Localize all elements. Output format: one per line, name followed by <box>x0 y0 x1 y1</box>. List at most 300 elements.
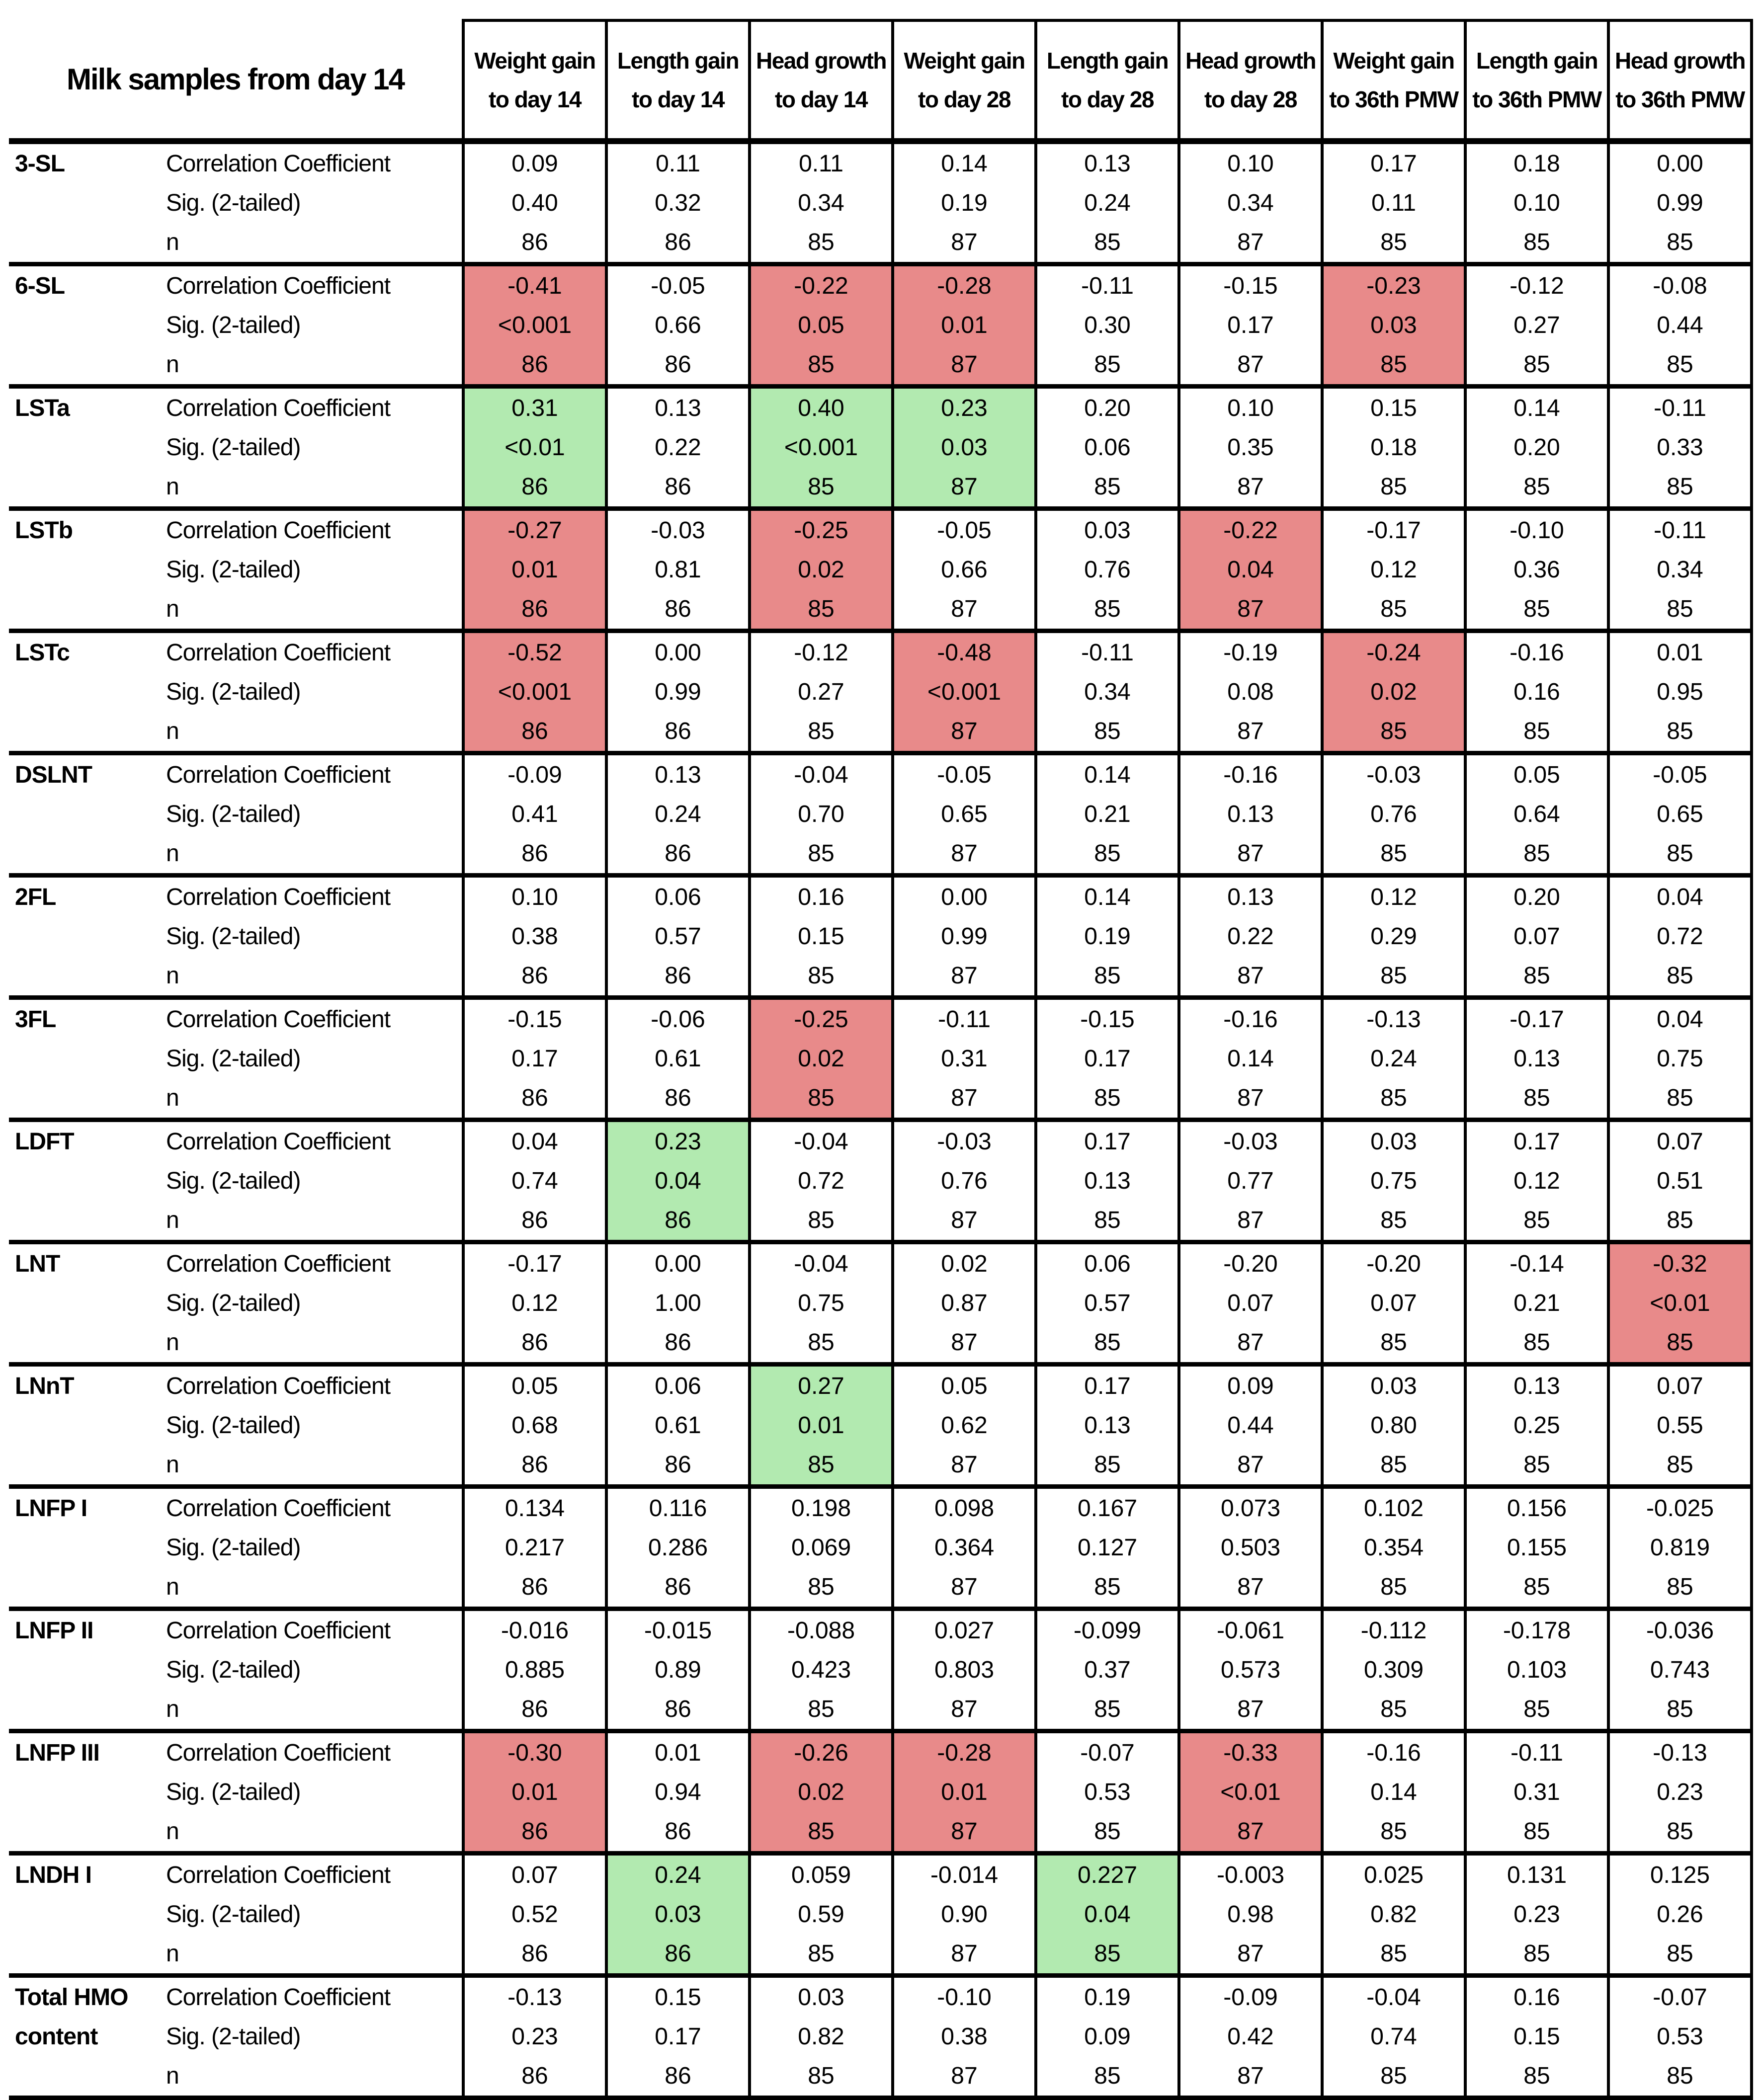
value-cell: 85 <box>750 1323 893 1365</box>
value-cell: 87 <box>1179 834 1322 876</box>
value-cell: 0.53 <box>1608 2017 1752 2056</box>
value-cell: 0.20 <box>1036 387 1179 428</box>
value-cell: 0.227 <box>1036 1854 1179 1895</box>
value-cell: 86 <box>606 1078 750 1120</box>
value-cell: 0.13 <box>1179 876 1322 917</box>
value-cell: 85 <box>750 1690 893 1731</box>
value-cell: 0.21 <box>1036 795 1179 834</box>
stat-label: Correlation Coefficient <box>166 640 391 666</box>
table-body <box>9 141 1752 2098</box>
stat-label: Sig. (2-tailed) <box>166 679 301 705</box>
value-cell: -0.32 <box>1608 1242 1752 1284</box>
value-cell: 87 <box>1179 956 1322 998</box>
value-cell: -0.04 <box>1322 1976 1465 2018</box>
table-title: Milk samples from day 14 <box>9 20 463 141</box>
value-cell: 0.00 <box>606 631 750 673</box>
value-cell: 85 <box>1036 1078 1179 1120</box>
value-cell: 0.14 <box>1179 1039 1322 1078</box>
value-cell: 85 <box>750 345 893 387</box>
value-cell: 0.13 <box>1036 1161 1179 1201</box>
value-cell: 0.35 <box>1179 428 1322 467</box>
value-cell: 0.127 <box>1036 1528 1179 1567</box>
value-cell: 86 <box>463 1078 606 1120</box>
value-cell: 0.59 <box>750 1895 893 1934</box>
value-cell: 86 <box>463 1567 606 1609</box>
value-cell: -0.11 <box>1608 387 1752 428</box>
value-cell: 0.09 <box>463 141 606 183</box>
value-cell: 85 <box>1465 1323 1608 1365</box>
value-cell: 0.22 <box>1179 917 1322 956</box>
value-cell: 0.04 <box>463 1120 606 1162</box>
value-cell: 87 <box>1179 345 1322 387</box>
value-cell: 85 <box>1465 956 1608 998</box>
value-cell: 0.10 <box>1179 141 1322 183</box>
value-cell: 0.03 <box>1322 1365 1465 1406</box>
value-cell: 0.13 <box>1036 141 1179 183</box>
value-cell: 85 <box>750 1201 893 1242</box>
value-cell: 85 <box>1036 1567 1179 1609</box>
value-cell: 0.34 <box>1608 550 1752 589</box>
value-cell: -0.04 <box>750 1242 893 1284</box>
value-cell: 0.65 <box>893 795 1036 834</box>
value-cell: 0.68 <box>463 1406 606 1445</box>
value-cell: 0.134 <box>463 1487 606 1529</box>
value-cell: 85 <box>1608 712 1752 753</box>
hmo-label: 6-SL <box>9 264 158 387</box>
value-cell: 85 <box>1465 345 1608 387</box>
value-cell: 0.36 <box>1465 550 1608 589</box>
table-row <box>9 387 1752 428</box>
stat-label: Sig. (2-tailed) <box>166 1657 301 1683</box>
value-cell: 0.07 <box>1179 1284 1322 1323</box>
value-cell: 0.13 <box>1179 795 1322 834</box>
value-cell: 0.573 <box>1179 1650 1322 1690</box>
value-cell: 0.22 <box>606 428 750 467</box>
value-cell: 0.025 <box>1322 1854 1465 1895</box>
stat-label: n <box>158 1078 463 1120</box>
value-cell: -0.11 <box>1465 1731 1608 1773</box>
table-row <box>9 795 1752 834</box>
value-cell: 85 <box>1036 1812 1179 1854</box>
value-cell: 87 <box>1179 1323 1322 1365</box>
value-cell: 87 <box>1179 589 1322 631</box>
table-row <box>9 1242 1752 1284</box>
value-cell: 85 <box>1322 1812 1465 1854</box>
value-cell: -0.04 <box>750 753 893 795</box>
column-header: Head growth to day 14 <box>750 20 893 141</box>
value-cell: 1.00 <box>606 1284 750 1323</box>
value-cell: 0.23 <box>1608 1773 1752 1812</box>
value-cell: 0.66 <box>893 550 1036 589</box>
value-cell: 0.27 <box>750 1365 893 1406</box>
value-cell: 86 <box>463 712 606 753</box>
value-cell: 0.11 <box>750 141 893 183</box>
table-row <box>9 141 1752 183</box>
stat-label: Sig. (2-tailed) <box>166 434 301 461</box>
table-row <box>9 1323 1752 1365</box>
value-cell: 0.34 <box>1179 183 1322 223</box>
value-cell: 0.01 <box>463 550 606 589</box>
value-cell: 87 <box>1179 2056 1322 2098</box>
stat-label: Sig. (2-tailed) <box>166 557 301 583</box>
value-cell: 0.82 <box>1322 1895 1465 1934</box>
value-cell: -0.10 <box>1465 509 1608 551</box>
value-cell: 87 <box>1179 467 1322 509</box>
hmo-label: LNT <box>9 1242 158 1365</box>
header-row <box>9 20 1752 141</box>
value-cell: 0.87 <box>893 1284 1036 1323</box>
value-cell: -0.05 <box>1608 753 1752 795</box>
value-cell: -0.03 <box>1322 753 1465 795</box>
value-cell: 0.819 <box>1608 1528 1752 1567</box>
value-cell: 0.00 <box>1608 141 1752 183</box>
value-cell: 0.72 <box>1608 917 1752 956</box>
value-cell: 87 <box>893 467 1036 509</box>
value-cell: 87 <box>893 345 1036 387</box>
value-cell: 0.07 <box>1322 1284 1465 1323</box>
value-cell: 0.885 <box>463 1650 606 1690</box>
value-cell: 85 <box>1036 834 1179 876</box>
value-cell: 85 <box>750 1078 893 1120</box>
value-cell: -0.09 <box>1179 1976 1322 2018</box>
stat-label: Correlation Coefficient <box>166 1862 391 1888</box>
value-cell: 87 <box>893 1934 1036 1976</box>
value-cell: 0.81 <box>606 550 750 589</box>
stat-label: Correlation Coefficient <box>166 151 391 177</box>
value-cell: 0.74 <box>1322 2017 1465 2056</box>
value-cell: 0.059 <box>750 1854 893 1895</box>
value-cell: 0.07 <box>463 1854 606 1895</box>
table-row <box>9 550 1752 589</box>
stat-label: Sig. (2-tailed) <box>166 923 301 950</box>
value-cell: 85 <box>750 1812 893 1854</box>
hmo-label: LSTa <box>9 387 158 509</box>
value-cell: 0.14 <box>1322 1773 1465 1812</box>
table-row <box>9 1161 1752 1201</box>
value-cell: 0.503 <box>1179 1528 1322 1567</box>
hmo-label: LSTc <box>9 631 158 753</box>
value-cell: 85 <box>1322 223 1465 264</box>
stat-label: Sig. (2-tailed) <box>166 1168 301 1194</box>
stat-label: Sig. (2-tailed) <box>166 190 301 216</box>
table-row <box>9 1690 1752 1731</box>
stat-label: Sig. (2-tailed) <box>166 1779 301 1805</box>
value-cell: 0.32 <box>606 183 750 223</box>
value-cell: 86 <box>606 1934 750 1976</box>
value-cell: 85 <box>1322 712 1465 753</box>
value-cell: -0.014 <box>893 1854 1036 1895</box>
value-cell: 0.76 <box>1036 550 1179 589</box>
column-header: Weight gain to 36th PMW <box>1322 20 1465 141</box>
value-cell: 0.198 <box>750 1487 893 1529</box>
value-cell: 0.02 <box>750 550 893 589</box>
table-row <box>9 1976 1752 2018</box>
value-cell: 85 <box>1322 1567 1465 1609</box>
value-cell: 87 <box>1179 1690 1322 1731</box>
value-cell: 85 <box>1465 1567 1608 1609</box>
value-cell: 0.10 <box>1179 387 1322 428</box>
value-cell: -0.12 <box>1465 264 1608 306</box>
value-cell: 0.20 <box>1465 876 1608 917</box>
value-cell: 0.309 <box>1322 1650 1465 1690</box>
value-cell: 0.31 <box>463 387 606 428</box>
value-cell: 0.09 <box>1179 1365 1322 1406</box>
value-cell: 87 <box>1179 223 1322 264</box>
value-cell: -0.112 <box>1322 1609 1465 1651</box>
value-cell: 0.30 <box>1036 306 1179 345</box>
value-cell: -0.22 <box>750 264 893 306</box>
value-cell: -0.14 <box>1465 1242 1608 1284</box>
value-cell: -0.088 <box>750 1609 893 1651</box>
value-cell: 85 <box>1608 834 1752 876</box>
stat-label: n <box>158 956 463 998</box>
value-cell: 85 <box>1608 1567 1752 1609</box>
value-cell: -0.24 <box>1322 631 1465 673</box>
value-cell: -0.07 <box>1036 1731 1179 1773</box>
value-cell: 85 <box>1036 2056 1179 2098</box>
value-cell: -0.05 <box>606 264 750 306</box>
value-cell: 0.13 <box>606 753 750 795</box>
table-row <box>9 876 1752 917</box>
table-row <box>9 306 1752 345</box>
table-row <box>9 834 1752 876</box>
value-cell: 85 <box>1322 1078 1465 1120</box>
value-cell: 0.16 <box>1465 672 1608 712</box>
value-cell: 0.116 <box>606 1487 750 1529</box>
value-cell: 0.76 <box>1322 795 1465 834</box>
value-cell: 0.03 <box>1322 1120 1465 1162</box>
table-row <box>9 631 1752 673</box>
value-cell: 0.07 <box>1465 917 1608 956</box>
value-cell: 0.94 <box>606 1773 750 1812</box>
value-cell: 0.24 <box>1036 183 1179 223</box>
value-cell: 86 <box>463 2056 606 2098</box>
value-cell: <0.001 <box>463 672 606 712</box>
value-cell: 85 <box>1036 1690 1179 1731</box>
hmo-label: 2FL <box>9 876 158 998</box>
value-cell: 0.61 <box>606 1406 750 1445</box>
value-cell: 0.423 <box>750 1650 893 1690</box>
value-cell: -0.099 <box>1036 1609 1179 1651</box>
value-cell: 85 <box>1465 834 1608 876</box>
stat-label: n <box>158 467 463 509</box>
value-cell: <0.001 <box>463 306 606 345</box>
value-cell: <0.01 <box>463 428 606 467</box>
value-cell: 85 <box>1465 589 1608 631</box>
value-cell: 0.40 <box>750 387 893 428</box>
value-cell: 85 <box>1465 1690 1608 1731</box>
value-cell: <0.001 <box>893 672 1036 712</box>
value-cell: 85 <box>1608 1690 1752 1731</box>
value-cell: 85 <box>1465 467 1608 509</box>
value-cell: 85 <box>750 2056 893 2098</box>
value-cell: 0.66 <box>606 306 750 345</box>
table-row <box>9 589 1752 631</box>
value-cell: 0.75 <box>1608 1039 1752 1078</box>
value-cell: 85 <box>1036 345 1179 387</box>
value-cell: 86 <box>606 1323 750 1365</box>
value-cell: -0.13 <box>1608 1731 1752 1773</box>
table-row <box>9 917 1752 956</box>
value-cell: 85 <box>1465 1934 1608 1976</box>
value-cell: -0.48 <box>893 631 1036 673</box>
stat-label: Correlation Coefficient <box>166 1129 391 1155</box>
value-cell: 87 <box>893 834 1036 876</box>
value-cell: 0.15 <box>1322 387 1465 428</box>
stat-label: Sig. (2-tailed) <box>166 1412 301 1439</box>
value-cell: 0.27 <box>1465 306 1608 345</box>
value-cell: 0.17 <box>606 2017 750 2056</box>
value-cell: 86 <box>606 223 750 264</box>
value-cell: <0.001 <box>750 428 893 467</box>
value-cell: 0.17 <box>1322 141 1465 183</box>
value-cell: 86 <box>463 345 606 387</box>
value-cell: 0.34 <box>750 183 893 223</box>
value-cell: 87 <box>893 223 1036 264</box>
value-cell: -0.04 <box>750 1120 893 1162</box>
value-cell: 85 <box>1036 589 1179 631</box>
value-cell: 0.102 <box>1322 1487 1465 1529</box>
value-cell: 0.40 <box>463 183 606 223</box>
value-cell: 0.17 <box>1036 1039 1179 1078</box>
value-cell: 0.19 <box>1036 917 1179 956</box>
value-cell: 86 <box>606 2056 750 2098</box>
value-cell: 87 <box>893 1812 1036 1854</box>
stat-label: Correlation Coefficient <box>166 1495 391 1522</box>
value-cell: 0.34 <box>1036 672 1179 712</box>
value-cell: 85 <box>750 1934 893 1976</box>
value-cell: 0.14 <box>1036 876 1179 917</box>
value-cell: 0.131 <box>1465 1854 1608 1895</box>
value-cell: 87 <box>893 1445 1036 1487</box>
value-cell: 87 <box>893 1567 1036 1609</box>
value-cell: 0.14 <box>893 141 1036 183</box>
value-cell: -0.015 <box>606 1609 750 1651</box>
value-cell: 0.76 <box>893 1161 1036 1201</box>
hmo-label: Total HMO content <box>9 1976 158 2098</box>
value-cell: -0.15 <box>463 998 606 1040</box>
value-cell: 86 <box>463 589 606 631</box>
value-cell: 0.00 <box>893 876 1036 917</box>
table-row <box>9 712 1752 753</box>
value-cell: 87 <box>1179 1078 1322 1120</box>
value-cell: 0.10 <box>463 876 606 917</box>
stat-label: Correlation Coefficient <box>166 517 391 544</box>
hmo-label: LNnT <box>9 1365 158 1487</box>
value-cell: 85 <box>1036 1201 1179 1242</box>
stat-label: Correlation Coefficient <box>166 884 391 910</box>
value-cell: 85 <box>750 956 893 998</box>
value-cell: 0.64 <box>1465 795 1608 834</box>
table-row <box>9 1854 1752 1895</box>
table-row <box>9 1078 1752 1120</box>
stat-label: Sig. (2-tailed) <box>166 1901 301 1928</box>
stat-label: Correlation Coefficient <box>166 1617 391 1644</box>
hmo-label: LNDH I <box>9 1854 158 1976</box>
hmo-label: LNFP II <box>9 1609 158 1731</box>
value-cell: 0.16 <box>1465 1976 1608 2018</box>
value-cell: 0.31 <box>1465 1773 1608 1812</box>
value-cell: -0.11 <box>893 998 1036 1040</box>
value-cell: -0.16 <box>1179 753 1322 795</box>
value-cell: -0.061 <box>1179 1609 1322 1651</box>
value-cell: 0.01 <box>606 1731 750 1773</box>
value-cell: 0.62 <box>893 1406 1036 1445</box>
value-cell: 0.12 <box>1322 876 1465 917</box>
table-row <box>9 1487 1752 1529</box>
value-cell: 0.90 <box>893 1895 1036 1934</box>
value-cell: 0.13 <box>1036 1406 1179 1445</box>
value-cell: -0.13 <box>463 1976 606 2018</box>
value-cell: -0.16 <box>1465 631 1608 673</box>
value-cell: 85 <box>1036 712 1179 753</box>
value-cell: 85 <box>1465 2056 1608 2098</box>
value-cell: -0.03 <box>606 509 750 551</box>
value-cell: 0.15 <box>750 917 893 956</box>
value-cell: 0.04 <box>606 1161 750 1201</box>
stat-label: Correlation Coefficient <box>166 1251 391 1277</box>
value-cell: 86 <box>463 1323 606 1365</box>
hmo-label: 3FL <box>9 998 158 1120</box>
value-cell: 0.09 <box>1036 2017 1179 2056</box>
stat-label: Correlation Coefficient <box>166 1006 391 1033</box>
value-cell: 0.61 <box>606 1039 750 1078</box>
value-cell: 0.364 <box>893 1528 1036 1567</box>
value-cell: 86 <box>606 1690 750 1731</box>
value-cell: 0.80 <box>1322 1406 1465 1445</box>
value-cell: 0.24 <box>606 795 750 834</box>
value-cell: 0.03 <box>893 428 1036 467</box>
hmo-label: LNFP I <box>9 1487 158 1609</box>
value-cell: 85 <box>750 1567 893 1609</box>
correlation-table <box>9 19 1753 2100</box>
table-row <box>9 509 1752 551</box>
value-cell: -0.03 <box>893 1120 1036 1162</box>
value-cell: -0.003 <box>1179 1854 1322 1895</box>
value-cell: -0.13 <box>1322 998 1465 1040</box>
value-cell: 0.15 <box>606 1976 750 2018</box>
value-cell: 0.12 <box>1322 550 1465 589</box>
value-cell: -0.03 <box>1179 1120 1322 1162</box>
stat-label: Correlation Coefficient <box>166 1984 391 2011</box>
value-cell: 0.167 <box>1036 1487 1179 1529</box>
value-cell: 85 <box>1608 956 1752 998</box>
value-cell: 0.37 <box>1036 1650 1179 1690</box>
stat-label: Sig. (2-tailed) <box>166 1046 301 1072</box>
value-cell: 85 <box>1322 467 1465 509</box>
value-cell: -0.33 <box>1179 1731 1322 1773</box>
value-cell: 0.13 <box>606 387 750 428</box>
value-cell: 85 <box>1608 1934 1752 1976</box>
value-cell: 0.17 <box>463 1039 606 1078</box>
value-cell: -0.19 <box>1179 631 1322 673</box>
value-cell: 0.05 <box>750 306 893 345</box>
value-cell: -0.16 <box>1179 998 1322 1040</box>
value-cell: 0.04 <box>1179 550 1322 589</box>
value-cell: 0.15 <box>1465 2017 1608 2056</box>
value-cell: 86 <box>463 834 606 876</box>
value-cell: 0.02 <box>893 1242 1036 1284</box>
value-cell: 0.99 <box>893 917 1036 956</box>
value-cell: 0.01 <box>1608 631 1752 673</box>
value-cell: 0.41 <box>463 795 606 834</box>
value-cell: 0.07 <box>1608 1120 1752 1162</box>
value-cell: -0.07 <box>1608 1976 1752 2018</box>
value-cell: 85 <box>1322 1690 1465 1731</box>
table-row <box>9 1609 1752 1651</box>
stat-label: Sig. (2-tailed) <box>166 1535 301 1561</box>
value-cell: -0.05 <box>893 509 1036 551</box>
